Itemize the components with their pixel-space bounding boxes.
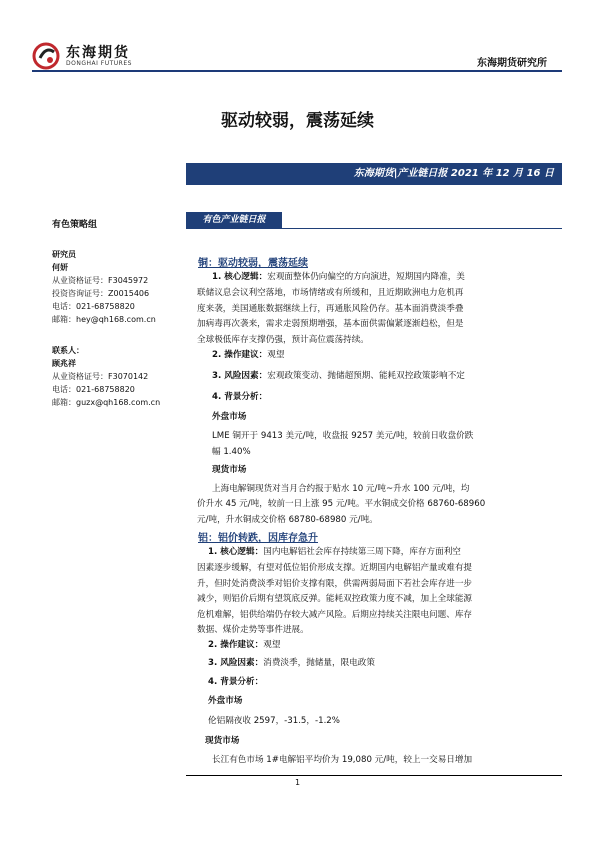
researcher-label: 研究员 xyxy=(52,250,76,259)
copper-logic-label: 1. 核心逻辑： xyxy=(212,272,268,282)
copper-ext-label: 外盘市场 xyxy=(212,412,247,422)
contact-block xyxy=(52,344,160,409)
footer-rule xyxy=(186,775,562,776)
copper-spot-first: 上海电解铜现货对当月合约报于贴水 10 元/吨~升水 100 元/吨，均 xyxy=(212,484,470,494)
copper-spot-line: 价升水 45 元/吨，较前一日上涨 95 元/吨。平水铜成交价格 68760-68960 xyxy=(197,499,486,509)
researcher-phone: 电话：021-68758820 xyxy=(52,302,135,311)
copper-bg-label: 4. 背景分析： xyxy=(212,392,268,402)
aluminum-logic-line: 危机难解，铝供给端仍存较大减产风险。后期应持续关注限电问题、库存 xyxy=(197,609,473,620)
copper-op-value: 观望 xyxy=(267,350,285,360)
copper-ext-line: LME 铜开于 9413 美元/吨，收盘报 9257 美元/吨，较前日收盘价跌 xyxy=(212,431,474,441)
aluminum-logic-line: 数据、煤价走势等事件进展。 xyxy=(197,625,309,635)
researcher-invest-cert: 投资咨询证号：Z0015406 xyxy=(52,289,150,298)
copper-op-label: 2. 操作建议： xyxy=(212,350,268,360)
institute-name: 东海期货研究所 xyxy=(477,58,547,69)
aluminum-op-label: 2. 操作建议： xyxy=(208,640,264,650)
aluminum-risk xyxy=(208,656,375,672)
aluminum-title: 铝：铝价转跌，因库存急升 xyxy=(198,533,318,544)
aluminum-ext-label: 外盘市场 xyxy=(208,696,243,706)
aluminum-risk-label: 3. 风险因素： xyxy=(208,658,264,668)
aluminum-op-value: 观望 xyxy=(263,640,281,650)
logo-mark-icon xyxy=(32,42,60,70)
aluminum-bg-label: 4. 背景分析： xyxy=(208,677,264,687)
copper-logic-cont xyxy=(197,286,532,348)
aluminum-ext-text: 伦铝隔夜收 2597，-31.5，-1.2% xyxy=(208,716,340,726)
aluminum-logic-line: 升，但时处消费淡季对铝价支撑有限，供需两弱局面下若社会库存进一步 xyxy=(197,578,473,589)
copper-logic xyxy=(212,270,532,286)
contact-name: 顾兆祥 xyxy=(52,359,76,368)
copper-logic-line: 宏观面整体仍向偏空的方向演进，短期国内降准，美 xyxy=(267,272,465,282)
copper-logic-line: 联储议息会议利空落地，市场情绪或有所缓和，且近期欧洲电力危机再 xyxy=(197,288,464,298)
report-title: 驱动较弱，震荡延续 xyxy=(221,111,374,131)
contact-label: 联系人： xyxy=(52,346,84,355)
copper-logic-line: 全球极低库存支撑仍强，预计高位震荡持续。 xyxy=(197,334,369,345)
section-tag-bar xyxy=(186,212,562,229)
sidebar-group xyxy=(52,219,97,232)
copper-ext-line: 幅 1.40% xyxy=(212,446,251,457)
researcher-block xyxy=(52,248,156,326)
copper-spot-label: 现货市场 xyxy=(212,465,247,475)
copper-logic-line: 加病毒再次袭来，需求走弱预期增强，基本面供需偏紧逐渐趋松，但是 xyxy=(197,319,464,329)
contact-email[interactable]: 邮箱：guzx@qh168.com.cn xyxy=(52,398,161,407)
page-number: 1 xyxy=(294,778,301,787)
contact-phone: 电话：021-68758820 xyxy=(52,385,135,394)
copper-risk xyxy=(212,369,465,385)
aluminum-logic-line: 因素逐步缓解，有望对低位铝价形成支撑。近期国内电解铝产量或难有提 xyxy=(197,563,473,573)
contact-cert: 从业资格证号：F3070142 xyxy=(52,372,149,381)
aluminum-logic-line: 国内电解铝社会库存持续第三周下降，库存方面利空 xyxy=(263,547,461,557)
aluminum-op xyxy=(208,638,280,654)
researcher-name: 何妍 xyxy=(52,263,68,272)
aluminum-spot-label: 现货市场 xyxy=(205,736,240,746)
section-tag: 有色产业链日报 xyxy=(186,212,282,228)
aluminum-logic-line: 减少，则铝价后期有望筑底反弹。能耗双控政策力度不减，加上全球能源 xyxy=(197,594,473,604)
logo-text-en: DONGHAI FUTURES xyxy=(66,60,132,67)
copper-spot-line: 元/吨，升水铜成交价格 68780-68980 元/吨。 xyxy=(197,514,378,525)
researcher-cert: 从业资格证号：F3045972 xyxy=(52,276,149,285)
aluminum-logic-label: 1. 核心逻辑： xyxy=(208,547,264,557)
strategy-group: 有色策略组 xyxy=(52,220,98,230)
aluminum-risk-value: 消费淡季，抛储量，限电政策 xyxy=(263,658,375,668)
copper-ext-text xyxy=(212,429,532,460)
copper-title: 铜：驱动较弱，震荡延续 xyxy=(198,258,308,269)
report-banner: 东海期货|产业链日报 2021 年 12 月 16 日 xyxy=(186,163,562,185)
copper-spot-cont xyxy=(197,497,532,528)
aluminum-logic-cont xyxy=(197,561,532,639)
copper-risk-label: 3. 风险因素： xyxy=(212,371,268,381)
aluminum-logic xyxy=(208,545,532,561)
logo-text-cn: 东海期货 xyxy=(66,45,130,61)
copper-logic-line: 度来袭，美国通胀数据继续上行，再通胀风险仍存。基本面消费淡季叠 xyxy=(197,303,464,314)
researcher-email[interactable]: 邮箱：hey@qh168.com.cn xyxy=(52,315,156,324)
header-rule xyxy=(32,70,562,72)
copper-op xyxy=(212,348,284,364)
copper-risk-value: 宏观政策变动、抛储超预期、能耗双控政策影响不定 xyxy=(267,371,465,381)
aluminum-spot-text: 长江有色市场 1#电解铝平均价为 19,080 元/吨，较上一交易日增加 xyxy=(212,755,473,765)
